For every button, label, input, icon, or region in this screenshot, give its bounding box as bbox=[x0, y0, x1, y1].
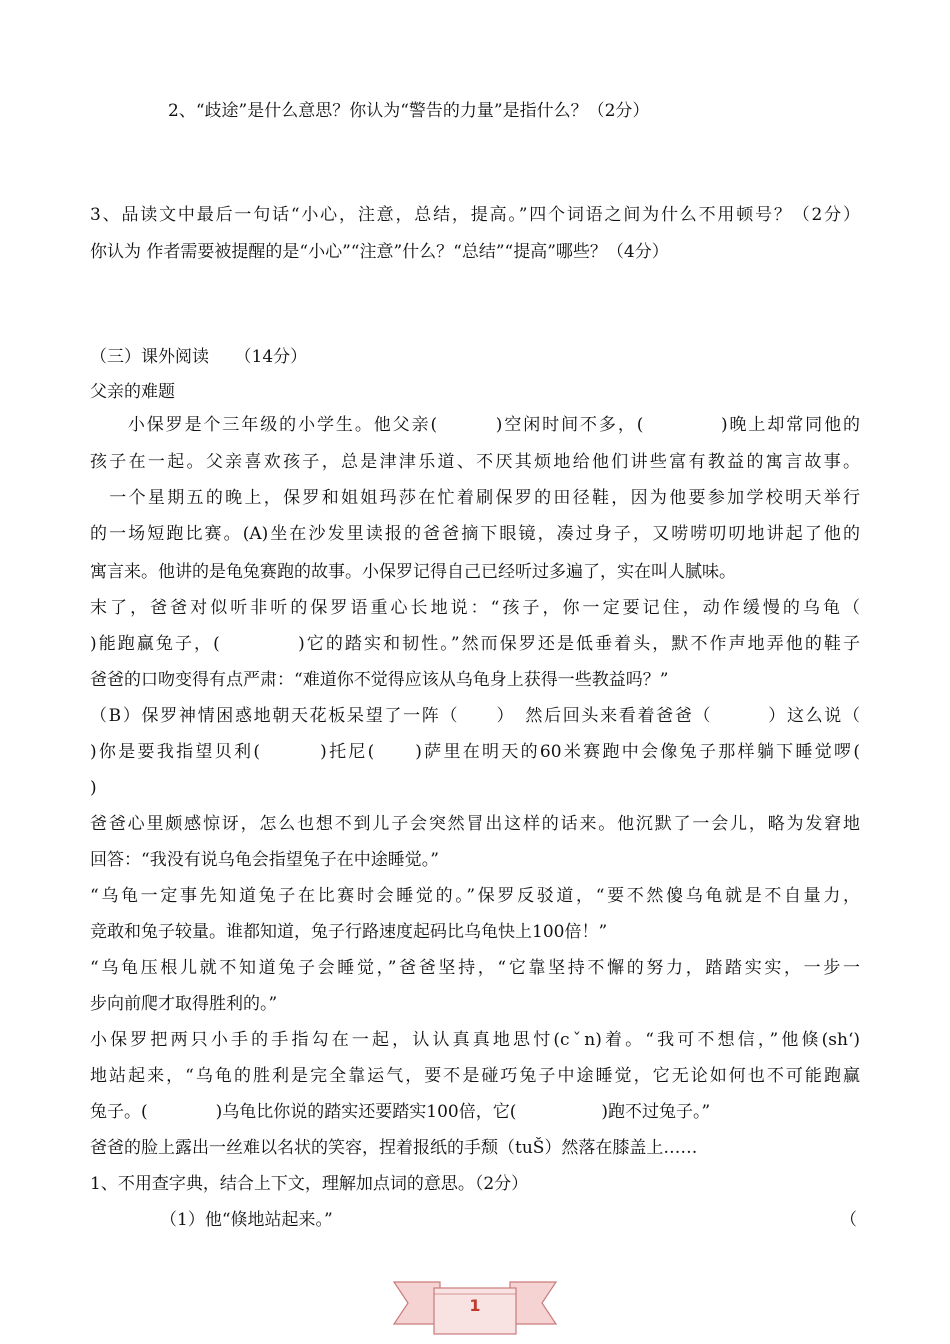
story-title: 父亲的难题 bbox=[90, 382, 175, 402]
question-3-line-1: 3、品读文中最后一句话“小心，注意，总结，提高。”四个词语之间为什么不用顿号？（2分） bbox=[90, 205, 860, 225]
story-line: 爸爸的口吻变得有点严肃：“难道你不觉得应该从乌龟身上获得一些教益吗？” bbox=[90, 670, 669, 690]
story-line: )能跑赢兔子，( )它的踏实和韧性。”然而保罗还是低垂着头，默不作声地弄他的鞋子 bbox=[90, 634, 860, 654]
story-line: 小保罗是个三年级的小学生。他父亲( )空闲时间不多，( )晚上却常同他的 bbox=[90, 415, 860, 435]
reading-heading: （三）课外阅读 （14分） bbox=[90, 347, 308, 367]
story-line: 末了，爸爸对似听非听的保罗语重心长地说：“孩子，你一定要记住，动作缓慢的乌龟（ bbox=[90, 598, 860, 618]
story-line: 爸爸的脸上露出一丝难以名状的笑容，捏着报纸的手颓（tuŠ）然落在膝盖上…… bbox=[90, 1138, 698, 1158]
story-line: ) bbox=[90, 778, 97, 798]
story-line: 回答：“我没有说乌龟会指望兔子在中途睡觉。” bbox=[90, 850, 439, 870]
story-line: （B）保罗神情困惑地朝天花板呆望了一阵（ ） 然后回头来看着爸爸（ ）这么说（ bbox=[90, 706, 860, 726]
story-line: 寓言来。他讲的是龟兔赛跑的故事。小保罗记得自己已经听过多遍了，实在叫人腻味。 bbox=[90, 562, 736, 582]
question-1-sub: （1）他“倏地站起来。” bbox=[160, 1210, 333, 1230]
story-line: 孩子在一起。父亲喜欢孩子，总是津津乐道、不厌其烦地给他们讲些富有教益的寓言故事。 bbox=[90, 452, 860, 472]
story-line: )你是要我指望贝利( )托尼( )萨里在明天的60米赛跑中会像兔子那样躺下睡觉啰( bbox=[90, 742, 860, 762]
story-line: 兔子。( )乌龟比你说的踏实还要踏实100倍，它( )跑不过兔子。” bbox=[90, 1102, 711, 1122]
story-line: 步向前爬才取得胜利的。” bbox=[90, 994, 278, 1014]
story-line: 爸爸心里颇感惊讶，怎么也想不到儿子会突然冒出这样的话来。他沉默了一会儿，略为发窘地 bbox=[90, 814, 860, 834]
story-line: 的一场短跑比赛。(A)坐在沙发里读报的爸爸摘下眼镜，凑过身子，又唠唠叨叨地讲起了他的 bbox=[90, 524, 860, 544]
story-line: 竞敢和兔子较量。谁都知道，兔子行路速度起码比乌龟快上100倍！” bbox=[90, 922, 608, 942]
question-3-line-2: 你认为 作者需要被提醒的是“小心”“注意”什么？“总结”“提高”哪些？（4分） bbox=[90, 242, 669, 262]
page-number: 1 bbox=[469, 1296, 481, 1315]
answer-paren: （ bbox=[840, 1210, 857, 1230]
story-line: “乌龟一定事先知道兔子在比赛时会睡觉的。”保罗反驳道，“要不然傻乌龟就是不自量力， bbox=[90, 886, 860, 906]
story-line: 地站起来，“乌龟的胜利是完全靠运气，要不是碰巧兔子中途睡觉，它无论如何也不可能跑赢 bbox=[90, 1066, 860, 1086]
ribbon-left-tail bbox=[394, 1282, 440, 1324]
question-1: 1、不用查字典，结合上下文，理解加点词的意思。（2分） bbox=[90, 1174, 529, 1194]
ribbon-right-tail bbox=[510, 1282, 556, 1324]
story-line: “乌龟压根儿就不知道兔子会睡觉，”爸爸坚持，“它靠坚持不懈的努力，踏踏实实，一步一 bbox=[90, 958, 860, 978]
story-line: 小保罗把两只小手的手指勾在一起，认认真真地思忖(cˇn)着。“我可不想信，”他倏(sh‘) bbox=[90, 1030, 860, 1050]
story-line: 一个星期五的晚上，保罗和姐姐玛莎在忙着刷保罗的田径鞋，因为他要参加学校明天举行 bbox=[90, 488, 860, 508]
question-2: 2、“歧途”是什么意思？你认为“警告的力量”是指什么？（2分） bbox=[168, 101, 650, 121]
